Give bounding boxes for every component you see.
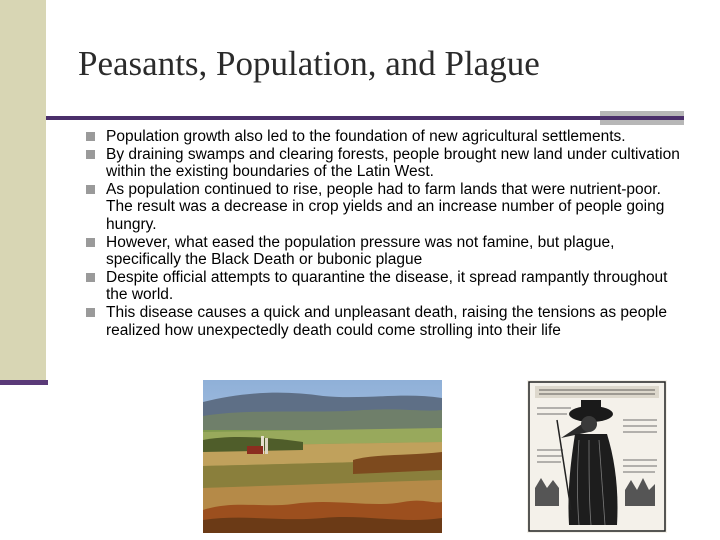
- bullet-text: Despite official attempts to quarantine the disease, it spread rampantly throughout the world.: [106, 268, 668, 304]
- bullet-square-icon: [86, 150, 95, 159]
- sidebar-lower-gap: [0, 383, 46, 540]
- title-rule-end: [600, 116, 684, 120]
- bullet-item: [86, 304, 686, 339]
- bullet-square-icon: [86, 185, 95, 194]
- bullet-text: Population growth also led to the foundation of new agricultural settlements.: [106, 128, 626, 145]
- title-rule: [46, 116, 684, 120]
- bullet-item: [86, 128, 686, 146]
- bullet-square-icon: [86, 273, 95, 282]
- bullet-text: By draining swamps and clearing forests, people brought new land under cultivation within the existing boundaries of the Latin West.: [106, 145, 680, 181]
- slide-title: Peasants, Population, and Plague: [78, 44, 540, 83]
- bullet-item: [86, 146, 686, 181]
- plague-doctor-engraving-image: [527, 380, 667, 533]
- bullet-square-icon: [86, 308, 95, 317]
- farmland-landscape-image: [203, 380, 442, 533]
- sidebar-accent-line: [0, 380, 48, 385]
- bullet-item: [86, 181, 686, 234]
- bullet-square-icon: [86, 132, 95, 141]
- bullet-item: [86, 234, 686, 269]
- bullet-item: [86, 269, 686, 304]
- bullet-list: [86, 128, 686, 339]
- bullet-text: This disease causes a quick and unpleasant death, raising the tensions as people realized how unexpectedly death could come strolling into their life: [106, 303, 667, 339]
- bullet-square-icon: [86, 238, 95, 247]
- bullet-text: However, what eased the population pressure was not famine, but plague, specifically the Black Death or bubonic plague: [106, 233, 615, 269]
- bullet-text: As population continued to rise, people had to farm lands that were nutrient-poor. The result was a decrease in crop yields and an increase number of people going hungry.: [106, 180, 665, 233]
